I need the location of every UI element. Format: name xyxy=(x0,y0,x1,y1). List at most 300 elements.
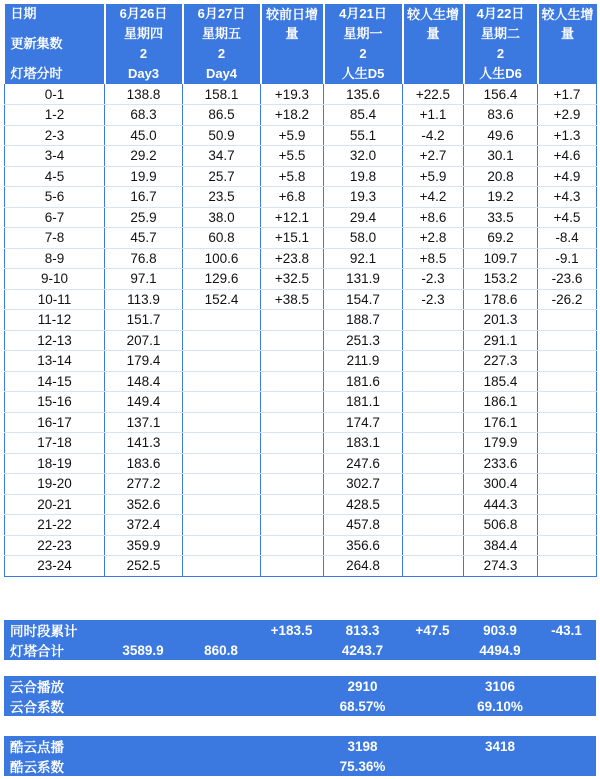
cell-apr21: 457.8 xyxy=(324,515,403,536)
header-weekday-mon: 星期一 xyxy=(324,24,403,44)
cell-apr21: 247.6 xyxy=(324,453,403,474)
cell-vs-life-increment-1 xyxy=(403,474,464,495)
cell-jun27: 100.6 xyxy=(183,248,261,269)
cell-vs-life-increment-2: +4.9 xyxy=(538,166,597,187)
cell-vs-life-increment-2 xyxy=(538,412,597,433)
cell-apr22: 176.1 xyxy=(464,412,538,433)
cell-jun27 xyxy=(183,535,261,556)
cell-apr21: 58.0 xyxy=(324,228,403,249)
cell-apr22: 384.4 xyxy=(464,535,538,556)
summary-row xyxy=(4,696,596,716)
cell-apr21: 92.1 xyxy=(324,248,403,269)
cell-vs-life-increment-2 xyxy=(538,515,597,536)
summary-row xyxy=(4,756,596,776)
table-row xyxy=(5,187,597,208)
cell-jun26: 179.4 xyxy=(105,351,183,372)
header-day4: Day4 xyxy=(183,64,261,84)
table-row xyxy=(5,453,597,474)
summary-cell-vs-life-increment-1: +47.5 xyxy=(402,620,463,640)
header-episodes-apr21: 2 xyxy=(324,44,403,64)
table-row xyxy=(5,433,597,454)
cell-vs-life-increment-1: +1.1 xyxy=(403,105,464,126)
cell-prev-day-increment xyxy=(261,392,324,413)
summary-cell-time-slot: 云合系数 xyxy=(4,696,104,716)
summary-cell-apr22: 4494.9 xyxy=(463,640,537,660)
cell-prev-day-increment xyxy=(261,371,324,392)
cell-jun27 xyxy=(183,556,261,577)
cell-jun26: 16.7 xyxy=(105,187,183,208)
cell-vs-life-increment-1 xyxy=(403,515,464,536)
cell-time-slot: 13-14 xyxy=(5,351,105,372)
cell-jun26: 372.4 xyxy=(105,515,183,536)
summary-row xyxy=(4,620,596,640)
summary-cell-time-slot: 云合播放 xyxy=(4,676,104,696)
cell-apr22: 49.6 xyxy=(464,125,538,146)
summary-cell-prev-day-increment xyxy=(260,640,323,660)
table-row xyxy=(5,556,597,577)
cell-vs-life-increment-1: +5.9 xyxy=(403,166,464,187)
cell-vs-life-increment-1: -2.3 xyxy=(403,289,464,310)
cell-time-slot: 4-5 xyxy=(5,166,105,187)
cell-time-slot: 8-9 xyxy=(5,248,105,269)
table-row xyxy=(5,207,597,228)
cell-vs-life-increment-2 xyxy=(538,310,597,331)
table-row xyxy=(5,474,597,495)
cell-apr22: 179.9 xyxy=(464,433,538,454)
cell-apr22: 291.1 xyxy=(464,330,538,351)
table-row xyxy=(5,269,597,290)
cell-vs-life-increment-1 xyxy=(403,351,464,372)
cell-vs-life-increment-2: +1.7 xyxy=(538,84,597,105)
cell-jun26: 138.8 xyxy=(105,84,183,105)
summary-cell-vs-life-increment-2 xyxy=(537,676,596,696)
cell-prev-day-increment: +38.5 xyxy=(261,289,324,310)
cell-vs-life-increment-2 xyxy=(538,371,597,392)
header-vs-life-increment-1: 较人生增量 xyxy=(403,4,464,44)
cell-vs-life-increment-1: +4.2 xyxy=(403,187,464,208)
cell-apr22: 178.6 xyxy=(464,289,538,310)
cell-vs-life-increment-1: +22.5 xyxy=(403,84,464,105)
cell-time-slot: 12-13 xyxy=(5,330,105,351)
summary-cell-vs-life-increment-1 xyxy=(402,756,463,776)
header-life-d5: 人生D5 xyxy=(324,64,403,84)
cell-time-slot: 15-16 xyxy=(5,392,105,413)
cell-apr21: 302.7 xyxy=(324,474,403,495)
cell-time-slot: 17-18 xyxy=(5,433,105,454)
cell-apr21: 85.4 xyxy=(324,105,403,126)
table-row xyxy=(5,166,597,187)
cell-jun26: 76.8 xyxy=(105,248,183,269)
cell-time-slot: 7-8 xyxy=(5,228,105,249)
header-life-d6: 人生D6 xyxy=(464,64,538,84)
cell-time-slot: 19-20 xyxy=(5,474,105,495)
table-row xyxy=(5,392,597,413)
cell-prev-day-increment xyxy=(261,310,324,331)
cell-apr21: 135.6 xyxy=(324,84,403,105)
cell-jun26: 277.2 xyxy=(105,474,183,495)
cell-vs-life-increment-1: +8.6 xyxy=(403,207,464,228)
cell-apr22: 506.8 xyxy=(464,515,538,536)
summary-cell-apr21: 75.36% xyxy=(323,756,402,776)
cell-jun26: 149.4 xyxy=(105,392,183,413)
cell-vs-life-increment-1 xyxy=(403,371,464,392)
cell-apr22: 201.3 xyxy=(464,310,538,331)
cell-jun27: 34.7 xyxy=(183,146,261,167)
cell-vs-life-increment-2: +4.6 xyxy=(538,146,597,167)
cell-time-slot: 0-1 xyxy=(5,84,105,105)
table-row xyxy=(5,125,597,146)
summary-cell-vs-life-increment-2 xyxy=(537,640,596,660)
cell-apr21: 181.6 xyxy=(324,371,403,392)
cell-jun27 xyxy=(183,433,261,454)
cell-vs-life-increment-1: +8.5 xyxy=(403,248,464,269)
cell-apr22: 300.4 xyxy=(464,474,538,495)
table-row xyxy=(5,494,597,515)
summary-block-kuyun xyxy=(4,736,596,776)
cell-prev-day-increment xyxy=(261,351,324,372)
cell-time-slot: 14-15 xyxy=(5,371,105,392)
cell-prev-day-increment: +19.3 xyxy=(261,84,324,105)
summary-block-cumulative xyxy=(4,620,596,660)
summary-cell-apr21: 68.57% xyxy=(323,696,402,716)
summary-cell-prev-day-increment xyxy=(260,756,323,776)
summary-cell-vs-life-increment-2 xyxy=(537,756,596,776)
table-row xyxy=(5,105,597,126)
table-row xyxy=(5,310,597,331)
summary-cell-jun26 xyxy=(104,696,182,716)
table-row xyxy=(5,228,597,249)
cell-jun27 xyxy=(183,515,261,536)
summary-rows-2 xyxy=(4,676,596,716)
summary-cell-vs-life-increment-1 xyxy=(402,676,463,696)
summary-cell-vs-life-increment-1 xyxy=(402,640,463,660)
cell-prev-day-increment xyxy=(261,515,324,536)
header-weekday-fri: 星期五 xyxy=(183,24,261,44)
summary-cell-apr22: 3418 xyxy=(463,736,537,756)
cell-vs-life-increment-2: -8.4 xyxy=(538,228,597,249)
summary-cell-vs-life-increment-1 xyxy=(402,736,463,756)
summary-rows-3 xyxy=(4,736,596,776)
cell-apr22: 83.6 xyxy=(464,105,538,126)
cell-jun27: 50.9 xyxy=(183,125,261,146)
cell-jun26: 359.9 xyxy=(105,535,183,556)
summary-cell-apr21: 4243.7 xyxy=(323,640,402,660)
cell-apr21: 29.4 xyxy=(324,207,403,228)
summary-cell-vs-life-increment-2 xyxy=(537,736,596,756)
summary-cell-vs-life-increment-1 xyxy=(402,696,463,716)
header-date-apr22: 4月22日 xyxy=(464,4,538,24)
cell-time-slot: 9-10 xyxy=(5,269,105,290)
summary-rows-1 xyxy=(4,620,596,660)
cell-vs-life-increment-2: +1.3 xyxy=(538,125,597,146)
summary-cell-prev-day-increment xyxy=(260,696,323,716)
cell-prev-day-increment xyxy=(261,474,324,495)
summary-cell-jun27: 860.8 xyxy=(182,640,260,660)
cell-prev-day-increment: +18.2 xyxy=(261,105,324,126)
data-table xyxy=(4,4,597,577)
cell-time-slot: 20-21 xyxy=(5,494,105,515)
cell-apr21: 19.8 xyxy=(324,166,403,187)
cell-time-slot: 21-22 xyxy=(5,515,105,536)
cell-prev-day-increment xyxy=(261,556,324,577)
summary-row xyxy=(4,640,596,660)
cell-apr21: 154.7 xyxy=(324,289,403,310)
cell-apr21: 251.3 xyxy=(324,330,403,351)
cell-vs-life-increment-1: -2.3 xyxy=(403,269,464,290)
cell-apr22: 30.1 xyxy=(464,146,538,167)
cell-time-slot: 22-23 xyxy=(5,535,105,556)
cell-jun27: 152.4 xyxy=(183,289,261,310)
cell-vs-life-increment-1: +2.8 xyxy=(403,228,464,249)
cell-jun27: 158.1 xyxy=(183,84,261,105)
cell-time-slot: 2-3 xyxy=(5,125,105,146)
cell-vs-life-increment-2 xyxy=(538,392,597,413)
summary-cell-jun26 xyxy=(104,676,182,696)
table-row xyxy=(5,535,597,556)
cell-vs-life-increment-1 xyxy=(403,556,464,577)
header-weekday-thu: 星期四 xyxy=(105,24,183,44)
header-episodes-jun27: 2 xyxy=(183,44,261,64)
cell-vs-life-increment-1 xyxy=(403,330,464,351)
cell-prev-day-increment: +5.9 xyxy=(261,125,324,146)
summary-cell-jun27 xyxy=(182,620,260,640)
header-episodes-apr22: 2 xyxy=(464,44,538,64)
cell-apr22: 69.2 xyxy=(464,228,538,249)
cell-apr22: 444.3 xyxy=(464,494,538,515)
table-body xyxy=(5,84,597,576)
summary-cell-time-slot: 灯塔合计 xyxy=(4,640,104,660)
cell-jun27 xyxy=(183,412,261,433)
summary-cell-apr22: 69.10% xyxy=(463,696,537,716)
table-row xyxy=(5,371,597,392)
summary-cell-prev-day-increment xyxy=(260,676,323,696)
cell-jun26: 97.1 xyxy=(105,269,183,290)
table-row xyxy=(5,84,597,105)
cell-prev-day-increment: +12.1 xyxy=(261,207,324,228)
cell-apr21: 211.9 xyxy=(324,351,403,372)
cell-time-slot: 23-24 xyxy=(5,556,105,577)
summary-cell-jun27 xyxy=(182,696,260,716)
header-date-apr21: 4月21日 xyxy=(324,4,403,24)
cell-apr22: 153.2 xyxy=(464,269,538,290)
cell-apr22: 227.3 xyxy=(464,351,538,372)
summary-cell-jun27 xyxy=(182,676,260,696)
summary-cell-apr21: 813.3 xyxy=(323,620,402,640)
cell-apr22: 20.8 xyxy=(464,166,538,187)
summary-cell-apr21: 2910 xyxy=(323,676,402,696)
cell-prev-day-increment xyxy=(261,330,324,351)
cell-apr22: 156.4 xyxy=(464,84,538,105)
summary-cell-prev-day-increment: +183.5 xyxy=(260,620,323,640)
cell-vs-life-increment-2: -26.2 xyxy=(538,289,597,310)
cell-prev-day-increment xyxy=(261,433,324,454)
cell-jun26: 113.9 xyxy=(105,289,183,310)
cell-jun26: 45.0 xyxy=(105,125,183,146)
cell-jun26: 68.3 xyxy=(105,105,183,126)
cell-vs-life-increment-1 xyxy=(403,494,464,515)
cell-vs-life-increment-2: +4.3 xyxy=(538,187,597,208)
summary-cell-apr22: 3106 xyxy=(463,676,537,696)
cell-jun26: 252.5 xyxy=(105,556,183,577)
summary-cell-prev-day-increment xyxy=(260,736,323,756)
summary-cell-time-slot: 同时段累计 xyxy=(4,620,104,640)
summary-cell-time-slot: 酷云系数 xyxy=(4,756,104,776)
summary-block-yunhe xyxy=(4,676,596,716)
cell-vs-life-increment-1 xyxy=(403,433,464,454)
cell-apr21: 356.6 xyxy=(324,535,403,556)
cell-vs-life-increment-1 xyxy=(403,535,464,556)
cell-jun27 xyxy=(183,392,261,413)
summary-cell-jun27 xyxy=(182,756,260,776)
cell-vs-life-increment-1: -4.2 xyxy=(403,125,464,146)
cell-prev-day-increment xyxy=(261,412,324,433)
cell-time-slot: 3-4 xyxy=(5,146,105,167)
cell-prev-day-increment xyxy=(261,453,324,474)
cell-vs-life-increment-2 xyxy=(538,556,597,577)
cell-time-slot: 10-11 xyxy=(5,289,105,310)
cell-prev-day-increment: +6.8 xyxy=(261,187,324,208)
header-weekday-tue: 星期二 xyxy=(464,24,538,44)
cell-apr22: 185.4 xyxy=(464,371,538,392)
cell-vs-life-increment-2 xyxy=(538,433,597,454)
cell-jun26: 19.9 xyxy=(105,166,183,187)
cell-vs-life-increment-2: +4.5 xyxy=(538,207,597,228)
cell-jun26: 25.9 xyxy=(105,207,183,228)
summary-cell-apr22: 903.9 xyxy=(463,620,537,640)
cell-jun27: 129.6 xyxy=(183,269,261,290)
cell-apr22: 109.7 xyxy=(464,248,538,269)
summary-cell-apr22 xyxy=(463,756,537,776)
cell-jun27 xyxy=(183,310,261,331)
cell-time-slot: 16-17 xyxy=(5,412,105,433)
cell-apr22: 186.1 xyxy=(464,392,538,413)
table-row xyxy=(5,515,597,536)
cell-jun26: 183.6 xyxy=(105,453,183,474)
cell-jun27 xyxy=(183,351,261,372)
cell-jun27: 25.7 xyxy=(183,166,261,187)
cell-jun26: 29.2 xyxy=(105,146,183,167)
cell-vs-life-increment-2 xyxy=(538,474,597,495)
cell-time-slot: 11-12 xyxy=(5,310,105,331)
header-date-jun27: 6月27日 xyxy=(183,4,261,24)
cell-time-slot: 6-7 xyxy=(5,207,105,228)
cell-vs-life-increment-1 xyxy=(403,453,464,474)
cell-vs-life-increment-1 xyxy=(403,412,464,433)
table-row xyxy=(5,146,597,167)
cell-apr21: 264.8 xyxy=(324,556,403,577)
cell-jun27 xyxy=(183,371,261,392)
cell-vs-life-increment-1 xyxy=(403,392,464,413)
cell-apr21: 428.5 xyxy=(324,494,403,515)
cell-apr21: 183.1 xyxy=(324,433,403,454)
summary-cell-jun26: 3589.9 xyxy=(104,640,182,660)
table-header xyxy=(5,4,597,84)
summary-cell-vs-life-increment-2: -43.1 xyxy=(537,620,596,640)
cell-jun26: 352.6 xyxy=(105,494,183,515)
cell-apr21: 181.1 xyxy=(324,392,403,413)
cell-prev-day-increment: +15.1 xyxy=(261,228,324,249)
header-day3: Day3 xyxy=(105,64,183,84)
cell-jun27 xyxy=(183,330,261,351)
cell-vs-life-increment-1: +2.7 xyxy=(403,146,464,167)
header-date-jun26: 6月26日 xyxy=(105,4,183,24)
cell-prev-day-increment: +32.5 xyxy=(261,269,324,290)
cell-jun27: 60.8 xyxy=(183,228,261,249)
cell-vs-life-increment-2: +2.9 xyxy=(538,105,597,126)
cell-jun27: 23.5 xyxy=(183,187,261,208)
cell-time-slot: 18-19 xyxy=(5,453,105,474)
cell-prev-day-increment xyxy=(261,535,324,556)
cell-jun27: 86.5 xyxy=(183,105,261,126)
cell-jun27 xyxy=(183,474,261,495)
cell-jun26: 137.1 xyxy=(105,412,183,433)
summary-cell-jun26 xyxy=(104,620,182,640)
cell-jun26: 207.1 xyxy=(105,330,183,351)
cell-jun27 xyxy=(183,494,261,515)
cell-time-slot: 5-6 xyxy=(5,187,105,208)
cell-vs-life-increment-2: -9.1 xyxy=(538,248,597,269)
cell-vs-life-increment-2 xyxy=(538,453,597,474)
cell-vs-life-increment-1 xyxy=(403,310,464,331)
summary-cell-vs-life-increment-2 xyxy=(537,696,596,716)
cell-apr22: 19.2 xyxy=(464,187,538,208)
cell-prev-day-increment: +5.8 xyxy=(261,166,324,187)
header-episodes-label: 更新集数 xyxy=(5,24,105,64)
header-hourly-label: 灯塔分时 xyxy=(5,64,105,84)
cell-apr21: 55.1 xyxy=(324,125,403,146)
cell-apr21: 32.0 xyxy=(324,146,403,167)
cell-vs-life-increment-2 xyxy=(538,330,597,351)
summary-cell-time-slot: 酷云点播 xyxy=(4,736,104,756)
table-row xyxy=(5,412,597,433)
cell-apr21: 188.7 xyxy=(324,310,403,331)
table-row xyxy=(5,330,597,351)
header-prev-day-increment: 较前日增量 xyxy=(261,4,324,44)
summary-row xyxy=(4,676,596,696)
cell-jun26: 151.7 xyxy=(105,310,183,331)
cell-jun27: 38.0 xyxy=(183,207,261,228)
cell-vs-life-increment-2: -23.6 xyxy=(538,269,597,290)
summary-row xyxy=(4,736,596,756)
cell-prev-day-increment xyxy=(261,494,324,515)
table-row xyxy=(5,248,597,269)
cell-jun26: 141.3 xyxy=(105,433,183,454)
summary-cell-apr21: 3198 xyxy=(323,736,402,756)
summary-cell-jun27 xyxy=(182,736,260,756)
cell-time-slot: 1-2 xyxy=(5,105,105,126)
table-row xyxy=(5,289,597,310)
header-vs-life-increment-2: 较人生增量 xyxy=(538,4,597,44)
cell-apr21: 19.3 xyxy=(324,187,403,208)
summary-cell-jun26 xyxy=(104,736,182,756)
cell-jun26: 148.4 xyxy=(105,371,183,392)
cell-jun26: 45.7 xyxy=(105,228,183,249)
header-date-label: 日期 xyxy=(5,4,105,24)
cell-vs-life-increment-2 xyxy=(538,351,597,372)
cell-apr21: 174.7 xyxy=(324,412,403,433)
cell-apr22: 274.3 xyxy=(464,556,538,577)
cell-prev-day-increment: +23.8 xyxy=(261,248,324,269)
cell-jun27 xyxy=(183,453,261,474)
header-episodes-jun26: 2 xyxy=(105,44,183,64)
summary-cell-jun26 xyxy=(104,756,182,776)
table-row xyxy=(5,351,597,372)
cell-apr21: 131.9 xyxy=(324,269,403,290)
cell-vs-life-increment-2 xyxy=(538,535,597,556)
cell-apr22: 233.6 xyxy=(464,453,538,474)
cell-prev-day-increment: +5.5 xyxy=(261,146,324,167)
cell-vs-life-increment-2 xyxy=(538,494,597,515)
